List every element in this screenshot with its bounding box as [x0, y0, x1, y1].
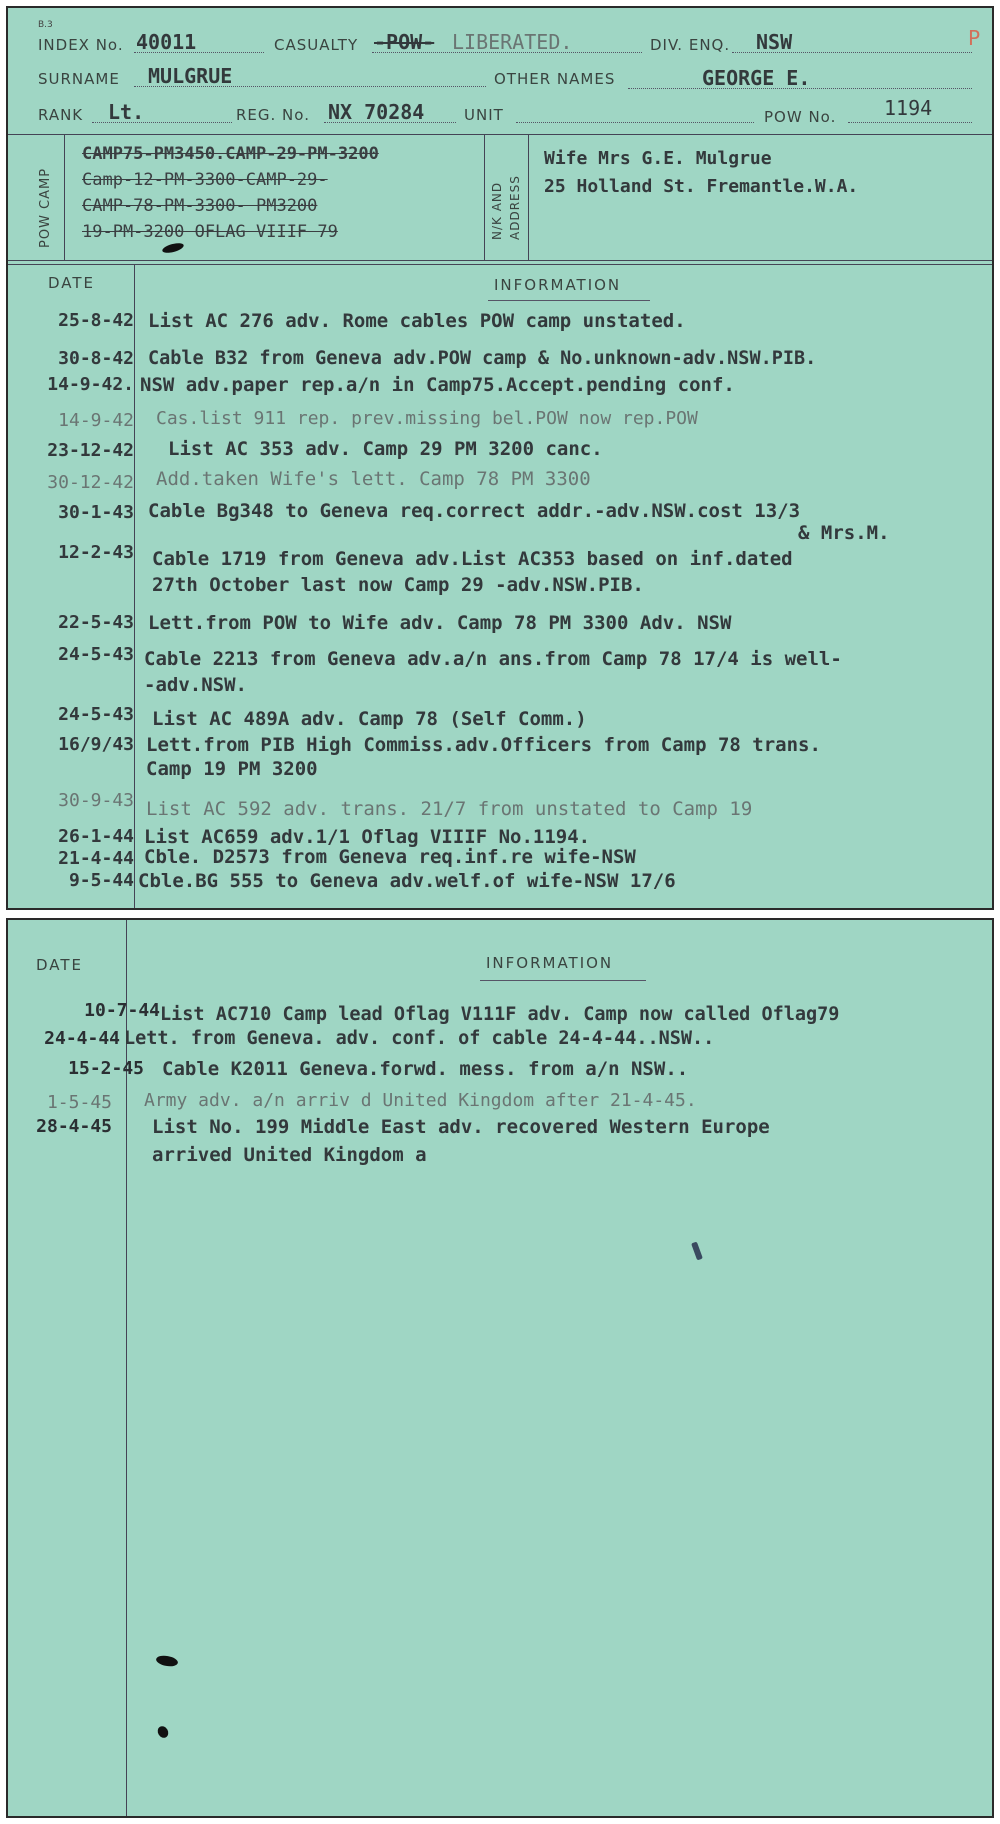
entry-info: Lett.from PIB High Commiss.adv.Officers from Camp 78 trans.: [146, 734, 821, 756]
entry-info: arrived United Kingdom a: [152, 1144, 427, 1166]
entry-date: 30-9-43: [58, 790, 134, 811]
entry-date: 10-7-44: [84, 1000, 160, 1021]
entry-date: 30-8-42: [58, 348, 134, 369]
entry-info: Cable K2011 Geneva.forwd. mess. from a/n NSW..: [162, 1058, 689, 1080]
casualty-card-back: [6, 918, 994, 1818]
ink-blot: [161, 241, 184, 254]
entry-info: Lett. from Geneva. adv. conf. of cable 24-4-44..NSW..: [124, 1028, 715, 1049]
entry-date: 15-2-45: [68, 1058, 144, 1079]
address-line-2: 25 Holland St. Fremantle.W.A.: [544, 176, 859, 197]
entry-date: 28-4-45: [36, 1116, 112, 1137]
entry-info: List No. 199 Middle East adv. recovered Western Europe: [152, 1116, 770, 1138]
entry-info: Cable B32 from Geneva adv.POW camp & No.unknown-adv.NSW.PIB.: [148, 348, 817, 369]
casualty-struck: -POW-: [374, 30, 435, 54]
entry-info: List AC 592 adv. trans. 21/7 from unstated to Camp 19: [146, 798, 753, 820]
entry-info: Cble. D2573 from Geneva req.inf.re wife-NSW: [144, 846, 636, 868]
casualty-card-front: [6, 6, 994, 910]
date-header: DATE: [48, 274, 96, 292]
entry-date: 9-5-44: [68, 870, 134, 891]
entry-info: & Mrs.M.: [798, 522, 890, 544]
entry-info: Cas.list 911 rep. prev.missing bel.POW now rep.POW: [156, 408, 698, 429]
reg-no-label: REG. No.: [236, 106, 310, 124]
date-header: DATE: [36, 956, 84, 974]
div-enq-value: NSW: [756, 30, 793, 54]
entry-info: Add.taken Wife's lett. Camp 78 PM 3300: [156, 468, 591, 490]
entry-info: List AC 276 adv. Rome cables POW camp unstated.: [148, 310, 686, 332]
entry-info: Camp 19 PM 3200: [146, 758, 318, 780]
entry-date: 24-4-44: [44, 1028, 120, 1049]
entry-date: 14-9-42.: [47, 374, 134, 395]
corner-mark: P: [968, 26, 981, 50]
camp-line-4: 19-PM-3200 OFLAG VIIIF 79: [82, 222, 338, 242]
entry-date: 21-4-44: [58, 848, 134, 869]
entry-date: 25-8-42: [58, 310, 134, 331]
unit-label: UNIT: [464, 106, 504, 124]
entry-date: 24-5-43: [58, 704, 134, 725]
address-line-1: Wife Mrs G.E. Mulgrue: [544, 148, 772, 169]
nk-label-2: ADDRESS: [508, 175, 522, 240]
entry-info: 27th October last now Camp 29 -adv.NSW.PIB.: [152, 574, 644, 596]
entry-info: Cable Bg348 to Geneva req.correct addr.-adv.NSW.cost 13/3: [148, 500, 801, 522]
other-names-label: OTHER NAMES: [494, 70, 616, 88]
rank-value: Lt.: [108, 100, 145, 124]
surname-label: SURNAME: [38, 70, 120, 88]
casualty-label: CASUALTY: [274, 36, 359, 54]
div-enq-label: DIV. ENQ.: [650, 36, 731, 54]
entry-date: 22-5-43: [58, 612, 134, 633]
rank-label: RANK: [38, 106, 84, 124]
ink-blot: [156, 1724, 171, 1739]
entry-date: 16/9/43: [58, 734, 134, 755]
reg-no-value: NX 70284: [328, 100, 425, 124]
entry-date: 12-2-43: [58, 542, 134, 563]
camp-line-3: CAMP-78-PM-3300- PM3200: [82, 196, 318, 216]
entry-info: List AC 489A adv. Camp 78 (Self Comm.): [152, 708, 587, 730]
entry-date: 23-12-42: [47, 440, 134, 461]
form-code: B.3: [38, 20, 53, 30]
entry-info: List AC710 Camp lead Oflag V111F adv. Camp now called Oflag79: [160, 1004, 840, 1025]
entry-info: NSW adv.paper rep.a/n in Camp75.Accept.pending conf.: [140, 374, 735, 396]
ink-blot: [155, 1654, 178, 1668]
entry-date: 14-9-42: [58, 410, 134, 431]
entry-info: Cable 2213 from Geneva adv.a/n ans.from Camp 78 17/4 is well-: [144, 648, 842, 670]
pow-no-value: 1194: [884, 96, 933, 120]
other-names-value: GEORGE E.: [702, 66, 811, 90]
entry-info: Army adv. a/n arriv d United Kingdom after 21-4-45.: [144, 1090, 697, 1111]
casualty-value: LIBERATED.: [452, 30, 573, 54]
information-header: INFORMATION: [486, 954, 614, 972]
entry-date: 24-5-43: [58, 644, 134, 665]
entry-date: 30-12-42: [47, 472, 134, 493]
information-header: INFORMATION: [494, 276, 622, 294]
entry-info: List AC 353 adv. Camp 29 PM 3200 canc.: [168, 438, 603, 460]
entry-info: List AC659 adv.1/1 Oflag VIIIF No.1194.: [144, 826, 591, 848]
ink-mark: [691, 1242, 703, 1261]
entry-info: Cble.BG 555 to Geneva adv.welf.of wife-NSW 17/6: [138, 870, 676, 892]
entry-info: -adv.NSW.: [144, 674, 247, 696]
entry-date: 1-5-45: [46, 1092, 112, 1113]
pow-camp-label: POW CAMP: [38, 167, 53, 248]
index-value: 40011: [136, 30, 197, 54]
entry-info: Cable 1719 from Geneva adv.List AC353 based on inf.dated: [152, 548, 793, 570]
index-label: INDEX No.: [38, 36, 124, 54]
surname-value: MULGRUE: [148, 64, 233, 88]
camp-line-2: Camp-12-PM-3300-CAMP-29-: [82, 170, 328, 190]
camp-line-1: CAMP75-PM3450.CAMP-29-PM-3200: [82, 144, 379, 164]
entry-date: 30-1-43: [58, 502, 134, 523]
entry-date: 26-1-44: [58, 826, 134, 847]
nk-label-1: N/K AND: [490, 181, 504, 240]
entry-info: Lett.from POW to Wife adv. Camp 78 PM 3300 Adv. NSW: [148, 612, 732, 634]
pow-no-label: POW No.: [764, 108, 837, 126]
